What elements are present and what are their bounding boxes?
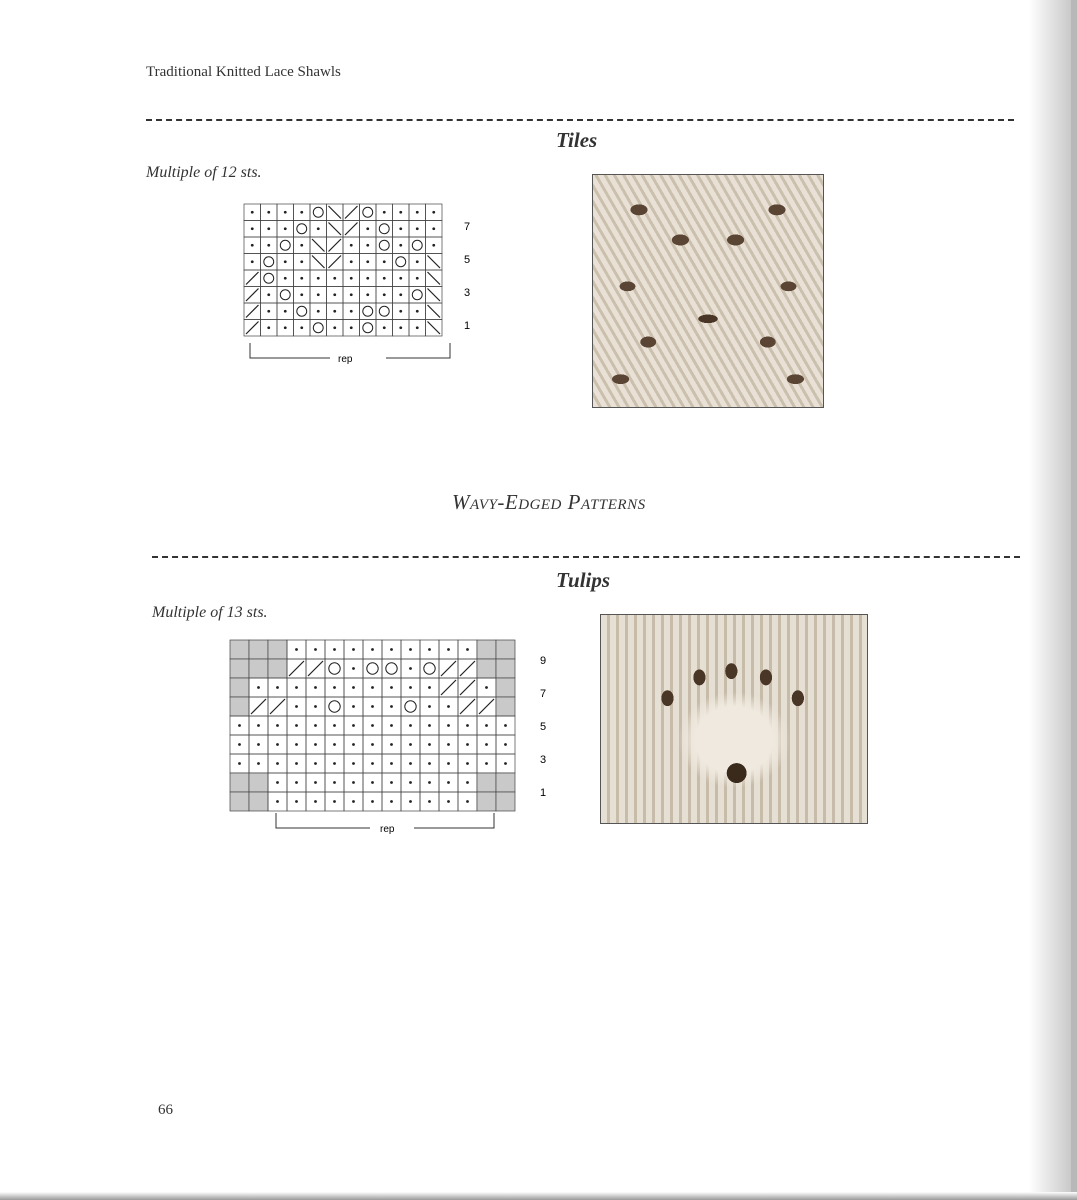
yarn-over xyxy=(367,663,378,674)
k2tog xyxy=(460,661,475,676)
purl-dot xyxy=(352,762,355,765)
yarn-over xyxy=(363,207,373,217)
purl-dot xyxy=(428,648,431,651)
yarn-over xyxy=(363,306,373,316)
purl-dot xyxy=(267,310,270,313)
chart-cell xyxy=(360,320,377,337)
purl-dot xyxy=(416,260,419,263)
purl-dot xyxy=(466,781,469,784)
no-stitch xyxy=(496,697,515,716)
purl-dot xyxy=(390,686,393,689)
purl-dot xyxy=(317,293,320,296)
purl-dot xyxy=(314,781,317,784)
purl-dot xyxy=(350,310,353,313)
purl-dot xyxy=(466,648,469,651)
chart-cell xyxy=(360,204,377,221)
chart-cell xyxy=(409,237,426,254)
purl-dot xyxy=(416,277,419,280)
purl-dot xyxy=(333,762,336,765)
yarn-over xyxy=(264,257,274,267)
page-gutter-shadow xyxy=(1029,0,1077,1200)
purl-dot xyxy=(314,724,317,727)
tiles-swatch-photo xyxy=(592,174,824,408)
purl-dot xyxy=(416,326,419,329)
purl-dot xyxy=(399,277,402,280)
k2tog xyxy=(345,206,358,219)
chart-cell xyxy=(360,303,377,320)
purl-dot xyxy=(295,724,298,727)
no-stitch xyxy=(268,640,287,659)
yarn-over xyxy=(329,663,340,674)
yarn-over xyxy=(297,224,307,234)
no-stitch xyxy=(496,678,515,697)
yarn-over xyxy=(313,323,323,333)
purl-dot xyxy=(257,686,260,689)
k2tog xyxy=(441,661,456,676)
yarn-over xyxy=(412,240,422,250)
purl-dot xyxy=(504,762,507,765)
chart-cell xyxy=(325,697,344,716)
purl-dot xyxy=(466,724,469,727)
ssk xyxy=(428,256,441,269)
purl-dot xyxy=(383,260,386,263)
no-stitch xyxy=(477,773,496,792)
k2tog xyxy=(246,322,259,335)
purl-dot xyxy=(399,244,402,247)
k2tog xyxy=(329,239,342,252)
multiple-note-tiles: Multiple of 12 sts. xyxy=(146,164,262,181)
no-stitch xyxy=(230,697,249,716)
purl-dot xyxy=(251,227,254,230)
purl-dot xyxy=(383,211,386,214)
purl-dot xyxy=(447,781,450,784)
purl-dot xyxy=(350,326,353,329)
chart-cell xyxy=(294,221,311,238)
no-stitch xyxy=(230,792,249,811)
row-number-7: 7 xyxy=(540,688,547,700)
purl-dot xyxy=(350,260,353,263)
purl-dot xyxy=(371,781,374,784)
k2tog xyxy=(345,223,358,236)
purl-dot xyxy=(416,310,419,313)
purl-dot xyxy=(284,277,287,280)
purl-dot xyxy=(371,724,374,727)
yarn-over xyxy=(424,663,435,674)
purl-dot xyxy=(267,293,270,296)
purl-dot xyxy=(314,686,317,689)
purl-dot xyxy=(390,705,393,708)
purl-dot xyxy=(317,277,320,280)
yarn-over xyxy=(363,323,373,333)
purl-dot xyxy=(251,244,254,247)
row-number-5: 5 xyxy=(464,254,471,266)
ssk xyxy=(329,206,342,219)
yarn-over xyxy=(329,701,340,712)
pattern-title-tiles: Tiles xyxy=(556,128,598,152)
no-stitch xyxy=(230,659,249,678)
purl-dot xyxy=(383,277,386,280)
purl-dot xyxy=(276,800,279,803)
purl-dot xyxy=(333,277,336,280)
purl-dot xyxy=(409,800,412,803)
purl-dot xyxy=(314,743,317,746)
purl-dot xyxy=(447,648,450,651)
page-bottom-edge xyxy=(0,1192,1077,1200)
purl-dot xyxy=(399,326,402,329)
no-stitch xyxy=(496,792,515,811)
purl-dot xyxy=(300,260,303,263)
purl-dot xyxy=(300,293,303,296)
purl-dot xyxy=(276,781,279,784)
purl-dot xyxy=(428,800,431,803)
purl-dot xyxy=(466,762,469,765)
purl-dot xyxy=(333,800,336,803)
no-stitch xyxy=(496,640,515,659)
row-number-1: 1 xyxy=(540,787,547,799)
purl-dot xyxy=(276,743,279,746)
purl-dot xyxy=(409,724,412,727)
k2tog xyxy=(308,661,323,676)
chart-cell xyxy=(376,237,393,254)
k2tog xyxy=(246,305,259,318)
purl-dot xyxy=(428,686,431,689)
purl-dot xyxy=(251,260,254,263)
chart-cell xyxy=(261,270,278,287)
purl-dot xyxy=(399,211,402,214)
no-stitch xyxy=(268,659,287,678)
yarn-over xyxy=(280,290,290,300)
purl-dot xyxy=(390,762,393,765)
purl-dot xyxy=(371,800,374,803)
no-stitch xyxy=(249,792,268,811)
yarn-over xyxy=(313,207,323,217)
purl-dot xyxy=(276,686,279,689)
purl-dot xyxy=(314,705,317,708)
purl-dot xyxy=(416,227,419,230)
purl-dot xyxy=(257,724,260,727)
purl-dot xyxy=(428,743,431,746)
k2tog xyxy=(246,289,259,302)
purl-dot xyxy=(251,211,254,214)
k2tog xyxy=(329,256,342,269)
purl-dot xyxy=(352,648,355,651)
no-stitch xyxy=(249,640,268,659)
purl-dot xyxy=(238,724,241,727)
purl-dot xyxy=(409,743,412,746)
purl-dot xyxy=(333,293,336,296)
ssk xyxy=(428,289,441,302)
yarn-over xyxy=(379,224,389,234)
purl-dot xyxy=(352,705,355,708)
purl-dot xyxy=(485,762,488,765)
purl-dot xyxy=(366,277,369,280)
section-dashed-rule xyxy=(152,556,1020,558)
ssk xyxy=(312,239,325,252)
row-number-1: 1 xyxy=(464,320,471,332)
purl-dot xyxy=(383,326,386,329)
purl-dot xyxy=(447,762,450,765)
ssk xyxy=(428,322,441,335)
purl-dot xyxy=(267,326,270,329)
top-dashed-rule xyxy=(146,119,1014,121)
no-stitch xyxy=(230,678,249,697)
purl-dot xyxy=(300,211,303,214)
purl-dot xyxy=(257,762,260,765)
purl-dot xyxy=(390,781,393,784)
purl-dot xyxy=(352,686,355,689)
purl-dot xyxy=(267,227,270,230)
purl-dot xyxy=(276,724,279,727)
purl-dot xyxy=(352,667,355,670)
ssk xyxy=(428,305,441,318)
chart-cell xyxy=(363,659,382,678)
k2tog xyxy=(270,699,285,714)
purl-dot xyxy=(238,762,241,765)
purl-dot xyxy=(371,686,374,689)
purl-dot xyxy=(284,260,287,263)
purl-dot xyxy=(284,310,287,313)
repeat-label: rep xyxy=(338,354,353,365)
chart-cell xyxy=(401,697,420,716)
k2tog xyxy=(460,699,475,714)
purl-dot xyxy=(409,667,412,670)
k2tog xyxy=(441,680,456,695)
purl-dot xyxy=(295,743,298,746)
purl-dot xyxy=(432,244,435,247)
purl-dot xyxy=(314,800,317,803)
purl-dot xyxy=(485,743,488,746)
chart-cell xyxy=(393,254,410,271)
purl-dot xyxy=(428,762,431,765)
ssk xyxy=(428,272,441,285)
chart-cell xyxy=(294,303,311,320)
yarn-over xyxy=(386,663,397,674)
purl-dot xyxy=(238,743,241,746)
row-number-3: 3 xyxy=(540,754,547,766)
purl-dot xyxy=(390,800,393,803)
chart-cell xyxy=(376,221,393,238)
purl-dot xyxy=(284,227,287,230)
chart-cell xyxy=(382,659,401,678)
purl-dot xyxy=(295,781,298,784)
purl-dot xyxy=(409,648,412,651)
purl-dot xyxy=(371,705,374,708)
purl-dot xyxy=(371,762,374,765)
chart-cell xyxy=(261,254,278,271)
no-stitch xyxy=(249,659,268,678)
purl-dot xyxy=(284,211,287,214)
purl-dot xyxy=(409,686,412,689)
row-number-9: 9 xyxy=(540,655,547,667)
no-stitch xyxy=(477,659,496,678)
tulips-swatch-photo xyxy=(600,614,868,824)
section-title: Wavy-Edged Patterns xyxy=(452,490,646,514)
page-gutter-edge xyxy=(1071,0,1077,1200)
purl-dot xyxy=(399,227,402,230)
yarn-over xyxy=(379,306,389,316)
purl-dot xyxy=(390,743,393,746)
purl-dot xyxy=(333,648,336,651)
purl-dot xyxy=(432,227,435,230)
no-stitch xyxy=(477,640,496,659)
purl-dot xyxy=(300,326,303,329)
purl-dot xyxy=(350,244,353,247)
purl-dot xyxy=(352,800,355,803)
k2tog xyxy=(289,661,304,676)
purl-dot xyxy=(257,743,260,746)
purl-dot xyxy=(300,277,303,280)
row-number-5: 5 xyxy=(540,721,547,733)
purl-dot xyxy=(366,260,369,263)
purl-dot xyxy=(295,800,298,803)
chart-cell xyxy=(420,659,439,678)
k2tog xyxy=(246,272,259,285)
yarn-over xyxy=(379,240,389,250)
chart-cell xyxy=(310,204,327,221)
no-stitch xyxy=(477,792,496,811)
purl-dot xyxy=(317,310,320,313)
purl-dot xyxy=(333,743,336,746)
yarn-over xyxy=(280,240,290,250)
tiles-chart xyxy=(238,200,478,372)
chart-cell xyxy=(376,303,393,320)
purl-dot xyxy=(409,762,412,765)
purl-dot xyxy=(333,310,336,313)
purl-dot xyxy=(295,762,298,765)
purl-dot xyxy=(333,724,336,727)
purl-dot xyxy=(284,326,287,329)
purl-dot xyxy=(485,724,488,727)
repeat-label: rep xyxy=(380,824,395,835)
purl-dot xyxy=(314,648,317,651)
no-stitch xyxy=(249,773,268,792)
purl-dot xyxy=(352,743,355,746)
purl-dot xyxy=(428,724,431,727)
purl-dot xyxy=(428,781,431,784)
purl-dot xyxy=(366,293,369,296)
purl-dot xyxy=(466,743,469,746)
purl-dot xyxy=(333,781,336,784)
purl-dot xyxy=(371,743,374,746)
purl-dot xyxy=(350,277,353,280)
chart-cell xyxy=(277,287,294,304)
purl-dot xyxy=(466,800,469,803)
purl-dot xyxy=(447,724,450,727)
yarn-over xyxy=(297,306,307,316)
yarn-over xyxy=(396,257,406,267)
ssk xyxy=(329,223,342,236)
purl-dot xyxy=(504,743,507,746)
chart-cell xyxy=(310,320,327,337)
purl-dot xyxy=(390,724,393,727)
page-number: 66 xyxy=(158,1102,173,1118)
purl-dot xyxy=(432,211,435,214)
k2tog xyxy=(251,699,266,714)
no-stitch xyxy=(230,640,249,659)
chart-cell xyxy=(325,659,344,678)
purl-dot xyxy=(399,293,402,296)
purl-dot xyxy=(447,743,450,746)
purl-dot xyxy=(504,724,507,727)
chart-cell xyxy=(409,287,426,304)
row-number-7: 7 xyxy=(464,221,471,233)
purl-dot xyxy=(276,762,279,765)
purl-dot xyxy=(428,705,431,708)
chart-cell xyxy=(277,237,294,254)
purl-dot xyxy=(447,800,450,803)
no-stitch xyxy=(496,773,515,792)
pattern-title-tulips: Tulips xyxy=(556,568,611,592)
yarn-over xyxy=(405,701,416,712)
purl-dot xyxy=(409,781,412,784)
purl-dot xyxy=(485,686,488,689)
purl-dot xyxy=(366,244,369,247)
purl-dot xyxy=(352,724,355,727)
purl-dot xyxy=(267,211,270,214)
tulips-chart xyxy=(224,636,564,842)
yarn-over xyxy=(264,273,274,283)
k2tog xyxy=(460,680,475,695)
purl-dot xyxy=(416,211,419,214)
running-head: Traditional Knitted Lace Shawls xyxy=(146,64,341,80)
purl-dot xyxy=(295,686,298,689)
purl-dot xyxy=(371,648,374,651)
purl-dot xyxy=(390,648,393,651)
yarn-over xyxy=(412,290,422,300)
no-stitch xyxy=(230,773,249,792)
purl-dot xyxy=(300,244,303,247)
purl-dot xyxy=(333,326,336,329)
purl-dot xyxy=(383,293,386,296)
purl-dot xyxy=(317,227,320,230)
no-stitch xyxy=(496,659,515,678)
purl-dot xyxy=(267,244,270,247)
row-number-3: 3 xyxy=(464,287,471,299)
k2tog xyxy=(479,699,494,714)
purl-dot xyxy=(366,227,369,230)
purl-dot xyxy=(447,705,450,708)
purl-dot xyxy=(350,293,353,296)
purl-dot xyxy=(314,762,317,765)
purl-dot xyxy=(352,781,355,784)
ssk xyxy=(312,256,325,269)
purl-dot xyxy=(399,310,402,313)
purl-dot xyxy=(333,686,336,689)
purl-dot xyxy=(295,705,298,708)
purl-dot xyxy=(295,648,298,651)
multiple-note-tulips: Multiple of 13 sts. xyxy=(152,604,268,621)
